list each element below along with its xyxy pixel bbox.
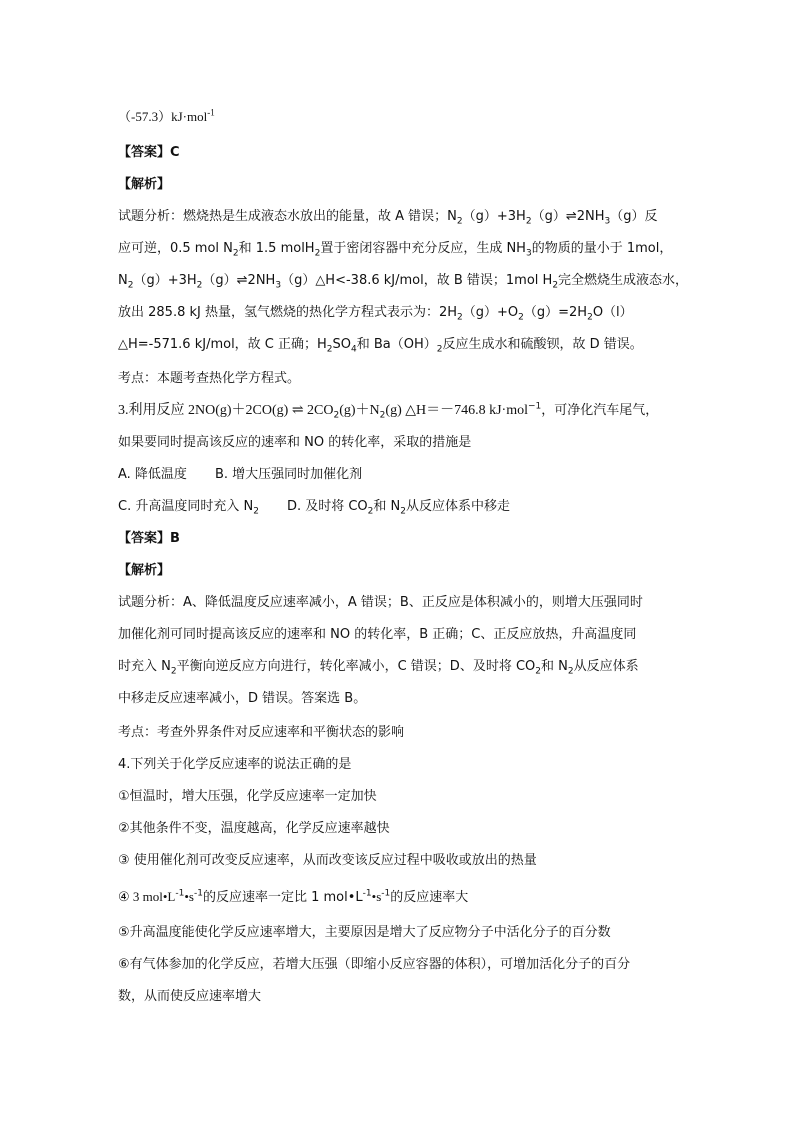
text: 和 1.5 molH	[238, 241, 315, 256]
text: 和 N	[541, 659, 568, 674]
text: SO	[332, 337, 352, 352]
text: O（l）	[592, 305, 633, 320]
option-c: C. 升高温度同时充入 N	[118, 499, 254, 514]
analysis-line-2	[118, 240, 672, 258]
sub: 2	[518, 312, 524, 323]
text: 的物质的量小于 1mol，	[531, 241, 673, 256]
statement-1: ①恒温时，增大压强，化学反应速率一定加快	[118, 789, 377, 804]
text: （g）+3H	[462, 209, 526, 224]
text: 反应生成水和硫酸钡，故 D 错误。	[442, 337, 643, 352]
sub: 2	[400, 506, 406, 517]
text: （g）⇌2NH	[202, 273, 276, 288]
text: 完全燃烧生成液态水，	[558, 273, 689, 288]
sub: 3	[604, 216, 611, 227]
equation: (g) △H＝－746.8 kJ·mol	[385, 403, 528, 418]
sub: 3	[275, 280, 282, 291]
statement-3: ③ 使用催化剂可改变反应速率，从而改变该反应过程中吸收或放出的热量	[118, 853, 537, 868]
sup: -1	[362, 888, 372, 899]
sub: 2	[314, 248, 321, 259]
text: •s	[184, 889, 194, 904]
option-b: B. 增大压强同时加催化剂	[214, 467, 363, 482]
sub: 2	[232, 248, 239, 259]
text: （g）△H<-38.6 kJ/mol，故 B 错误；1mol H	[281, 273, 553, 288]
kaodian-3: 考点：考查外界条件对反应速率和平衡状态的影响	[118, 725, 405, 740]
statement-4	[118, 888, 468, 907]
text: （g）⇌2NH	[531, 209, 605, 224]
question-3-line-2: 如果要同时提高该反应的速率和 NO 的转化率，采取的措施是	[118, 435, 472, 450]
equation: (g)＋N	[339, 403, 380, 418]
question-4: 4.下列关于化学反应速率的说法正确的是	[118, 757, 352, 772]
option-d: D. 及时将 CO	[286, 499, 368, 514]
text: （g）+3H	[133, 273, 197, 288]
text: 从反应体系	[573, 659, 639, 674]
sub: 2	[127, 280, 134, 291]
q3-options-row-2	[118, 498, 510, 516]
q3-options-row-1	[118, 466, 362, 484]
text: •s	[371, 889, 382, 904]
analysis-line-1	[118, 208, 657, 226]
sub: 2	[333, 410, 340, 421]
sub: 3	[525, 248, 532, 259]
sub: 2	[567, 666, 574, 677]
sub: 2	[196, 280, 203, 291]
sup: -1	[207, 107, 215, 118]
text: 的反应速率大	[390, 890, 469, 905]
sub: 2	[525, 216, 532, 227]
analysis-tag-3: 【解析】	[118, 563, 171, 578]
sub: 2	[552, 280, 559, 291]
text: 置于密闭容器中充分反应，生成 NH	[320, 241, 526, 256]
text: 应可逆，0.5 mol N	[118, 241, 233, 256]
text: 和 N	[373, 499, 401, 514]
text: （g）+O	[462, 305, 519, 320]
sub: 2	[253, 506, 259, 517]
analysis3-line-3	[118, 658, 639, 676]
prev-answer-unit	[118, 108, 215, 126]
statement-5: ⑤升高温度能使化学反应速率增大，主要原因是增大了反应物分子中活化分子的百分数	[118, 925, 611, 940]
text: 和 Ba（OH）	[356, 337, 437, 352]
sub: 2	[379, 410, 386, 421]
answer-tag-2: 【答案】C	[118, 145, 180, 160]
text: △H=-571.6 kJ/mol，故 C 正确；H	[118, 337, 327, 352]
text: （-57.3）kJ·mol	[118, 109, 208, 124]
answer-tag-3: 【答案】B	[118, 531, 180, 546]
sub: 2	[170, 666, 177, 677]
sub: 4	[351, 344, 357, 355]
statement-6: ⑥有气体参加的化学反应，若增大压强（即缩小反应容器的体积），可增加活化分子的百分	[118, 957, 631, 972]
text: ④ 3 mol•L	[118, 889, 176, 904]
text: 平衡向逆反应方向进行，转化率减小，C 错误；D、及时将 CO	[176, 659, 536, 674]
analysis-line-3	[118, 272, 688, 290]
text: 时充入 N	[118, 659, 171, 674]
analysis3-line-4: 中移走反应速率减小，D 错误。答案选 B。	[118, 691, 367, 706]
question-3-line-1	[118, 402, 658, 420]
text: （g）=2H	[523, 305, 588, 320]
sup: −1	[528, 401, 542, 412]
sub: 2	[535, 666, 541, 677]
analysis3-line-1: 试题分析：A、降低温度反应速率减小，A 错误；B、正反应是体积减小的，则增大压强同时	[118, 595, 643, 610]
text: N	[118, 273, 128, 288]
statement-2: ②其他条件不变，温度越高，化学反应速率越快	[118, 821, 390, 836]
analysis3-line-2: 加催化剂可同时提高该反应的速率和 NO 的转化率，B 正确；C、正反应放热，升高温度同	[118, 627, 637, 642]
text: 放出 285.8 kJ 热量，氢气燃烧的热化学方程式表示为：2H	[118, 305, 458, 320]
analysis-tag-2: 【解析】	[118, 177, 171, 192]
text: （g）反	[610, 209, 658, 224]
statement-6-cont: 数，从而使反应速率增大	[118, 989, 262, 1004]
sub: 2	[326, 344, 333, 355]
kaodian-2: 考点：本题考查热化学方程式。	[118, 371, 301, 386]
text: 试题分析：燃烧热是生成液态水放出的能量，故 A 错误；N	[118, 209, 457, 224]
text: 的反应速率一定比 1 mol•L	[202, 890, 363, 905]
sup: -1	[381, 888, 391, 899]
text: 从反应体系中移走	[405, 499, 510, 514]
option-a: A. 降低温度	[118, 467, 187, 482]
sub: 2	[587, 312, 593, 323]
analysis-line-4	[118, 304, 633, 322]
sub: 2	[436, 344, 443, 355]
sup: -1	[175, 888, 185, 899]
equation: 3.利用反应 2NO(g)＋2CO(g) ⇌ 2CO	[118, 403, 334, 418]
sub: 2	[367, 506, 374, 517]
sup: -1	[193, 888, 203, 899]
sub: 2	[456, 216, 463, 227]
sub: 2	[457, 312, 463, 323]
analysis-line-5	[118, 336, 643, 354]
text: ，可净化汽车尾气，	[541, 403, 659, 418]
